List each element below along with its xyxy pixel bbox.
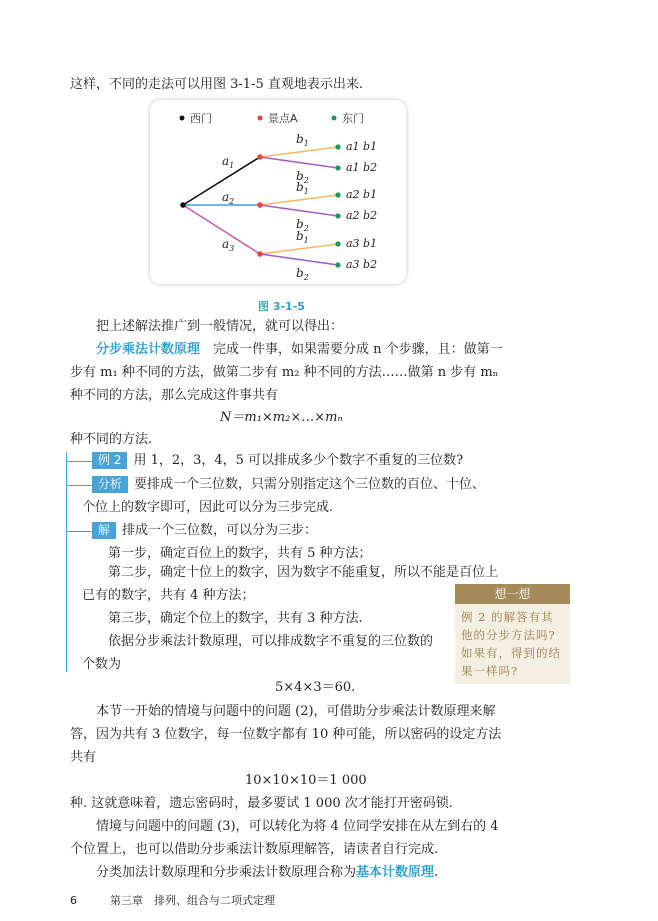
formula: 5×4×3＝60. (275, 680, 356, 695)
legend-dot (332, 116, 337, 121)
outcome-label: a2 b2 (346, 209, 378, 222)
solution-tag: 解 (92, 522, 116, 539)
branch-b-label: $b_1$ (296, 229, 309, 245)
branch-b (260, 244, 338, 254)
think-body: 例 2 的解答有其他的分步方法吗? 如果有，得到的结果一样吗? (461, 610, 561, 678)
paragraph: 个位置上，也可以借助分步乘法计数原理解答，请读者自行完成. (70, 842, 439, 857)
example-tag: 例 2 (92, 452, 127, 469)
branch-b (260, 157, 338, 168)
bracket-tick (66, 531, 92, 532)
paragraph: 依据分步乘法计数原理，可以排成数字不重复的三位数的 (108, 634, 434, 649)
end-node (335, 192, 340, 197)
paragraph: 情境与问题中的问题 (3)，可以转化为将 4 位同学安排在从左到右的 4 (96, 819, 499, 834)
paragraph: 把上述解法推广到一般情况，就可以得出： (96, 319, 344, 334)
branch-b (260, 205, 338, 216)
text: 要排成一个三位数，只需分别指定这个三位数的百位、十位、 (134, 477, 486, 492)
mid-node (257, 251, 263, 257)
legend-label: 景点A (268, 112, 298, 125)
example-question (92, 452, 463, 470)
principle-line (96, 341, 503, 359)
end-node (335, 165, 340, 170)
figure-caption: 图 3-1-5 (258, 300, 305, 313)
branch-b (260, 195, 338, 205)
bracket-tick (66, 485, 92, 486)
branch-a-label: $a_1$ (222, 154, 235, 170)
branch-b-label: $b_2$ (296, 217, 309, 233)
branch-b (260, 254, 338, 265)
end-node (335, 213, 340, 218)
legend-label: 西门 (190, 112, 212, 125)
bracket-tick (66, 461, 92, 462)
paragraph: 已有的数字，共有 4 种方法； (82, 588, 255, 603)
solution-line (92, 522, 317, 540)
basic-principle-term: 基本计数原理 (356, 865, 435, 880)
intro-text: 这样，不同的走法可以用图 3-1-5 直观地表示出来. (70, 77, 363, 92)
principle-term: 分步乘法计数原理 (96, 342, 201, 357)
legend-dot (180, 116, 185, 121)
formula: 10×10×10＝1 000 (245, 773, 367, 788)
text: . (434, 865, 439, 880)
branch-a-label: $a_3$ (222, 237, 235, 253)
think-box (455, 584, 570, 684)
root-node (180, 202, 186, 208)
branch-b-label: $b_1$ (296, 132, 309, 148)
footer (70, 892, 275, 908)
branch-a-label: $a_2$ (222, 190, 235, 206)
chapter-title: 第三章 排列、组合与二项式定理 (110, 894, 275, 907)
end-node (335, 262, 340, 267)
analysis-tag: 分析 (92, 476, 128, 493)
paragraph: 第二步，确定十位上的数字，因为数字不能重复，所以不能是百位上 (108, 565, 499, 580)
outcome-label: a3 b1 (346, 237, 378, 250)
paragraph: 第一步，确定百位上的数字，共有 5 种方法； (108, 546, 372, 561)
end-node (335, 144, 340, 149)
branch-b-label: $b_2$ (296, 169, 309, 185)
text: 完成一件事，如果需要分成 n 个步骤，且：做第一 (213, 342, 503, 357)
paragraph: 答，因为共有 3 位数字，每一位数字都有 10 种可能，所以密码的设定方法 (70, 727, 502, 742)
outcome-label: a1 b2 (346, 161, 378, 174)
branch-b-label: $b_2$ (296, 266, 309, 282)
text: 排成一个三位数，可以分为三步： (122, 523, 318, 538)
paragraph (96, 864, 438, 882)
outcome-label: a3 b2 (346, 258, 378, 271)
paragraph: 个数为 (82, 657, 122, 672)
formula: N＝m₁×m₂×…×mₙ (220, 410, 343, 425)
legend-dot (258, 116, 263, 121)
paragraph: 个位上的数字即可，因此可以分为三步完成. (82, 500, 334, 515)
paragraph: 步有 m₁ 种不同的方法，做第二步有 m₂ 种不同的方法……做第 n 步有 mₙ (70, 365, 499, 380)
think-title: 想一想 (455, 584, 570, 604)
outcome-label: a1 b1 (346, 140, 378, 153)
branch-b-label: $b_1$ (296, 180, 309, 196)
analysis-line (92, 476, 485, 494)
legend-label: 东门 (342, 112, 364, 125)
mid-node (257, 202, 263, 208)
mid-node (257, 154, 263, 160)
end-node (335, 241, 340, 246)
text: 用 1，2，3，4，5 可以排成多少个数字不重复的三位数? (133, 453, 464, 468)
outcome-label: a2 b1 (346, 188, 378, 201)
paragraph: 共有 (70, 750, 97, 765)
paragraph: 种不同的方法，那么完成这件事共有 (70, 388, 279, 403)
paragraph: 第三步，确定个位上的数字，共有 3 种方法. (108, 611, 363, 626)
paragraph: 种. 这就意味着，遗忘密码时，最多要试 1 000 次才能打开密码锁. (70, 796, 453, 811)
tree-diagram (150, 100, 406, 284)
page-number: 6 (70, 894, 77, 907)
paragraph: 本节一开始的情境与问题中的问题 (2)，可借助分步乘法计数原理来解 (96, 704, 496, 719)
paragraph: 种不同的方法. (70, 432, 153, 447)
branch-b (260, 147, 338, 157)
text: 分类加法计数原理和分步乘法计数原理合称为 (96, 865, 357, 880)
